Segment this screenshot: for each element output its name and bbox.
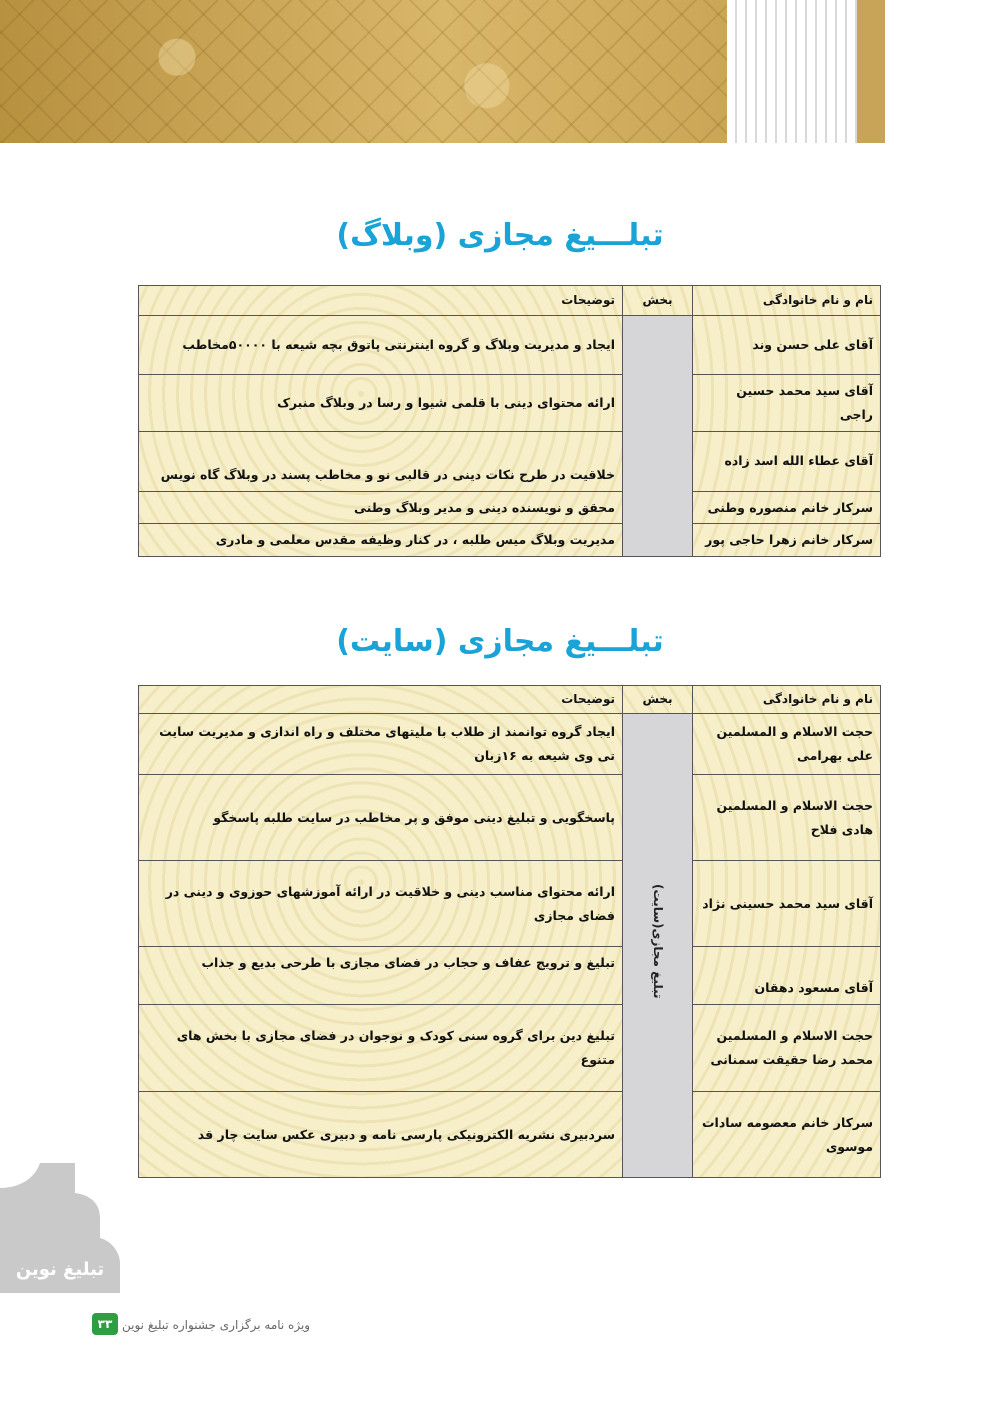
header-section: بخش <box>623 686 693 714</box>
person-name: آقای عطاء الله اسد زاده <box>693 431 881 491</box>
logo-emblem <box>0 1163 120 1293</box>
table-row <box>139 714 881 775</box>
table-row <box>139 375 881 432</box>
person-name: حجت الاسلام و المسلمین علی بهرامی <box>693 714 881 775</box>
person-name: آقای مسعود دهقان <box>693 947 881 1005</box>
site-table <box>138 685 881 1178</box>
table-row <box>139 775 881 861</box>
person-name: حجت الاسلام و المسلمین محمد رضا حقیقت سمنانی <box>693 1005 881 1092</box>
person-description: ایجاد و مدیریت وبلاگ و گروه اینترنتی پاتوق بچه شیعه با ۵۰۰۰۰مخاطب <box>139 316 623 375</box>
header-description: توضیحات <box>139 686 623 714</box>
header-stripes <box>727 0 857 143</box>
table-row <box>139 1005 881 1092</box>
table-row <box>139 861 881 947</box>
header-name: نام و نام خانوادگی <box>693 286 881 316</box>
weblog-section-title: تبلـــیغ مجازی (وبلاگ) <box>336 218 664 253</box>
site-section-title: تبلـــیغ مجازی (سایت) <box>336 624 664 659</box>
table-row <box>139 947 881 1005</box>
person-description: سردبیری نشریه الکترونیکی پارسی نامه و دبیری عکس سایت چار قد <box>139 1092 623 1178</box>
section-label: تبلیغ مجازی(سایت) <box>650 884 665 999</box>
person-name: سرکار خانم معصومه سادات موسوی <box>693 1092 881 1178</box>
person-name: آقای سید محمد حسینی نژاد <box>693 861 881 947</box>
weblog-header-row <box>139 286 881 316</box>
person-description: محقق و نویسنده دینی و مدیر وبلاگ وطنی <box>139 491 623 524</box>
header-section: بخش <box>623 286 693 316</box>
person-description: مدیریت وبلاگ میس طلبه ، در کنار وظیفه مقدس معلمی و مادری <box>139 524 623 557</box>
footer-publication: ویژه نامه برگزاری جشنواره تبلیغ نوین <box>122 1318 311 1332</box>
person-name: آقای سید محمد حسین راجی <box>693 375 881 432</box>
table-row <box>139 431 881 491</box>
site-header-row <box>139 686 881 714</box>
logo-text: تبلیغ نوین <box>15 1259 105 1280</box>
section-cell <box>623 714 693 1178</box>
person-description: ایجاد گروه توانمند از طلاب با ملیتهای مختلف و راه اندازی و مدیریت سایت تی وی شیعه به ۱۶زبان <box>139 714 623 775</box>
header-stripes-edge <box>857 0 885 143</box>
table-row <box>139 524 881 557</box>
table-row <box>139 491 881 524</box>
person-name: سرکار خانم منصوره وطنی <box>693 491 881 524</box>
person-description: خلاقیت در طرح نکات دینی در قالبی نو و مخاطب پسند در وبلاگ گاه نویس <box>139 431 623 491</box>
person-name: حجت الاسلام و المسلمین هادی فلاح <box>693 775 881 861</box>
page-number-badge: ۳۳ <box>92 1313 118 1335</box>
section-cell <box>623 316 693 557</box>
person-description: پاسخگویی و تبلیغ دینی موفق و پر مخاطب در سایت طلبه پاسخگو <box>139 775 623 861</box>
person-description: تبلیغ و ترویج عفاف و حجاب در فضای مجازی با طرحی بدیع و جذاب <box>139 947 623 1005</box>
person-name: آقای علی حسن وند <box>693 316 881 375</box>
person-name: سرکار خانم زهرا حاجی پور <box>693 524 881 557</box>
header-name: نام و نام خانوادگی <box>693 686 881 714</box>
person-description: تبلیغ دین برای گروه سنی کودک و نوجوان در فضای مجازی با بخش های متنوع <box>139 1005 623 1092</box>
table-row <box>139 316 881 375</box>
person-description: ارائه محتوای دینی با قلمی شیوا و رسا در وبلاگ منبرک <box>139 375 623 432</box>
person-description: ارائه محتوای مناسب دینی و خلاقیت در ارائه آموزشهای حوزوی و دینی در فضای مجازی <box>139 861 623 947</box>
header-description: توضیحات <box>139 286 623 316</box>
weblog-table <box>138 285 881 557</box>
table-row <box>139 1092 881 1178</box>
